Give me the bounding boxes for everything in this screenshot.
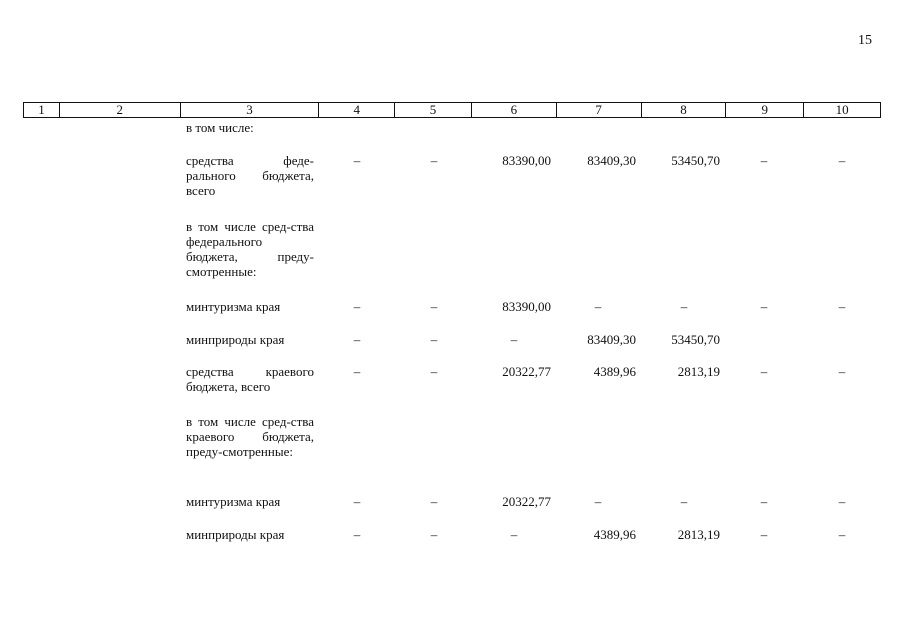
table-cell: –: [760, 153, 768, 168]
table-cell: 83409,30: [587, 332, 636, 347]
table-cell: 4389,96: [593, 527, 636, 542]
table-cell: –: [838, 364, 846, 379]
row-description: в том числе сред-ства федерального бюджета, преду-смотренные:: [186, 219, 314, 279]
row-description: в том числе:: [186, 120, 254, 135]
table-cell: 83390,00: [502, 153, 551, 168]
table-cell: –: [430, 527, 438, 542]
table-cell: 83390,00: [502, 299, 551, 314]
row-description: минтуризма края: [186, 299, 281, 314]
row-description: минприроды края: [186, 527, 285, 542]
table-cell: 83409,30: [587, 153, 636, 168]
table-cell: –: [594, 299, 602, 314]
table-cell: –: [430, 299, 438, 314]
header-cell: 8: [642, 103, 727, 117]
table-cell: –: [680, 299, 688, 314]
table-cell: –: [838, 299, 846, 314]
table-cell: –: [680, 494, 688, 509]
header-cell: 5: [395, 103, 472, 117]
table-cell: 20322,77: [502, 494, 551, 509]
row-description: средства феде-рального бюджета, всего: [186, 153, 314, 198]
table-cell: 53450,70: [671, 153, 720, 168]
table-cell: –: [353, 153, 361, 168]
table-cell: –: [838, 494, 846, 509]
header-cell: 1: [24, 103, 60, 117]
table-cell: –: [353, 299, 361, 314]
header-cell: 2: [60, 103, 181, 117]
table-cell: 2813,19: [677, 364, 720, 379]
header-cell: 9: [726, 103, 804, 117]
table-cell: –: [838, 153, 846, 168]
header-cell: 4: [319, 103, 395, 117]
table-cell: –: [510, 527, 518, 542]
table-cell: 20322,77: [502, 364, 551, 379]
table-cell: 53450,70: [671, 332, 720, 347]
table-cell: –: [760, 299, 768, 314]
table-header-row: [23, 102, 881, 118]
table-cell: –: [838, 527, 846, 542]
header-cell: 10: [835, 102, 849, 117]
table-cell: –: [353, 332, 361, 347]
header-cell: 3: [181, 103, 320, 117]
table-cell: 4389,96: [593, 364, 636, 379]
table-cell: –: [430, 332, 438, 347]
table-cell: –: [594, 494, 602, 509]
table-cell: 2813,19: [677, 527, 720, 542]
table-cell: –: [760, 494, 768, 509]
table-cell: –: [430, 494, 438, 509]
row-description: минтуризма края: [186, 494, 281, 509]
table-cell: –: [353, 527, 361, 542]
row-description: средства краевого бюджета, всего: [186, 364, 314, 394]
table-cell: –: [353, 364, 361, 379]
row-description: минприроды края: [186, 332, 285, 347]
header-cell: 6: [472, 103, 557, 117]
table-cell: –: [353, 494, 361, 509]
table-cell: –: [430, 364, 438, 379]
table-cell: –: [760, 364, 768, 379]
table-cell: –: [510, 332, 518, 347]
table-cell: –: [760, 527, 768, 542]
page-number: 15: [858, 33, 872, 48]
row-description: в том числе сред-ства краевого бюджета, преду-смотренные:: [186, 414, 314, 459]
table-cell: –: [430, 153, 438, 168]
header-cell: 7: [557, 103, 642, 117]
